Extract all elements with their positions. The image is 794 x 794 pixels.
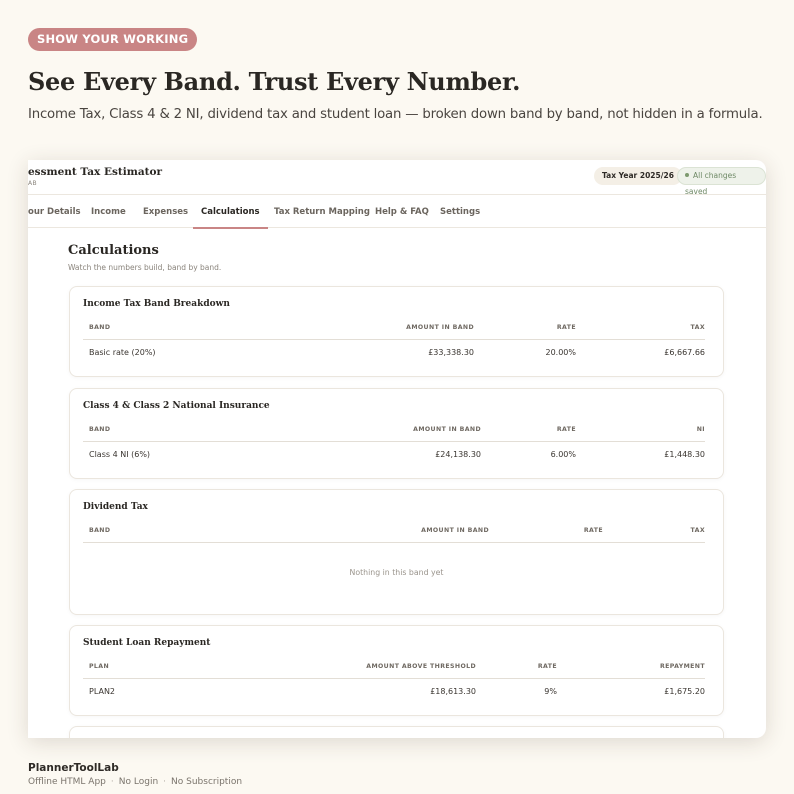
column-header: AMOUNT ABOVE THRESHOLD xyxy=(366,663,476,670)
section-title: Calculations xyxy=(68,243,159,258)
tab-settings[interactable]: Settings xyxy=(440,207,481,217)
footer-brand: PlannerToolLab xyxy=(28,762,119,774)
income-tax-card xyxy=(69,286,724,377)
show-your-working-badge: SHOW YOUR WORKING xyxy=(28,28,197,51)
divider xyxy=(83,441,705,442)
tab-calculations[interactable]: Calculations xyxy=(201,195,260,228)
column-header: TAX xyxy=(690,324,705,331)
column-header: AMOUNT IN BAND xyxy=(406,324,474,331)
page-headline: See Every Band. Trust Every Number. xyxy=(28,67,521,96)
column-header: REPAYMENT xyxy=(659,663,705,670)
national-insurance-card xyxy=(69,388,724,479)
table-cell: Basic rate (20%) xyxy=(89,348,156,357)
app-window xyxy=(28,160,766,738)
status-dot-icon xyxy=(685,173,689,177)
table-cell: £18,613.30 xyxy=(430,687,476,696)
section-subtitle: Watch the numbers build, band by band. xyxy=(68,263,222,272)
column-header: RATE xyxy=(556,324,576,331)
table-cell: £33,338.30 xyxy=(428,348,474,357)
table-cell: £1,448.30 xyxy=(664,450,705,459)
app-titlebar xyxy=(28,160,766,195)
tab-expenses[interactable]: Expenses xyxy=(143,207,189,217)
divider xyxy=(83,339,705,340)
save-status-text: All changes saved xyxy=(685,171,737,196)
divider xyxy=(83,542,705,543)
column-header: PLAN xyxy=(89,663,110,670)
footer-feature: No Subscription xyxy=(171,777,243,787)
card-title: Dividend Tax xyxy=(83,502,148,512)
table-cell: PLAN2 xyxy=(89,687,116,696)
card-title: Income Tax Band Breakdown xyxy=(83,299,230,309)
save-status-badge xyxy=(677,167,766,196)
column-header: RATE xyxy=(583,527,603,534)
next-card-partial xyxy=(69,726,724,738)
app-title: essment Tax Estimator xyxy=(28,166,163,178)
tab-income[interactable]: Income xyxy=(91,207,126,217)
page-subhead: Income Tax, Class 4 & 2 NI, dividend tax and student loan — broken down band by band, not hidden in a formula. xyxy=(28,107,763,122)
column-header: BAND xyxy=(89,426,111,433)
tab-your-details[interactable]: our Details xyxy=(28,207,81,217)
empty-state-text: Nothing in this band yet xyxy=(349,568,444,577)
tab-tax-return-mapping[interactable]: Tax Return Mapping xyxy=(274,207,370,217)
column-header: BAND xyxy=(89,527,111,534)
table-cell: £1,675.20 xyxy=(664,687,705,696)
column-header: RATE xyxy=(556,426,576,433)
card-title: Class 4 & Class 2 National Insurance xyxy=(83,401,270,411)
student-loan-card xyxy=(69,625,724,716)
card-title: Student Loan Repayment xyxy=(83,638,211,648)
column-header: NI xyxy=(696,426,705,433)
table-cell: 20.00% xyxy=(545,348,576,357)
footer-feature: Offline HTML App xyxy=(28,777,106,787)
table-cell: 9% xyxy=(544,687,557,696)
table-cell: £24,138.30 xyxy=(435,450,481,459)
table-cell: 6.00% xyxy=(550,450,576,459)
divider xyxy=(83,678,705,679)
footer-feature: No Login xyxy=(118,777,159,787)
column-header: AMOUNT IN BAND xyxy=(421,527,489,534)
table-cell: Class 4 NI (6%) xyxy=(89,450,151,459)
column-header: BAND xyxy=(89,324,111,331)
tax-year-selector[interactable]: Tax Year 2025/26 xyxy=(594,167,682,185)
dividend-tax-card xyxy=(69,489,724,615)
column-header: RATE xyxy=(537,663,557,670)
tab-bar xyxy=(28,195,766,228)
footer-features: Offline HTML App · No Login · No Subscription xyxy=(28,777,243,787)
column-header: TAX xyxy=(690,527,705,534)
column-header: AMOUNT IN BAND xyxy=(413,426,481,433)
app-subtitle: AB xyxy=(28,180,38,187)
tab-help-faq[interactable]: Help & FAQ xyxy=(375,207,429,217)
table-cell: £6,667.66 xyxy=(664,348,705,357)
